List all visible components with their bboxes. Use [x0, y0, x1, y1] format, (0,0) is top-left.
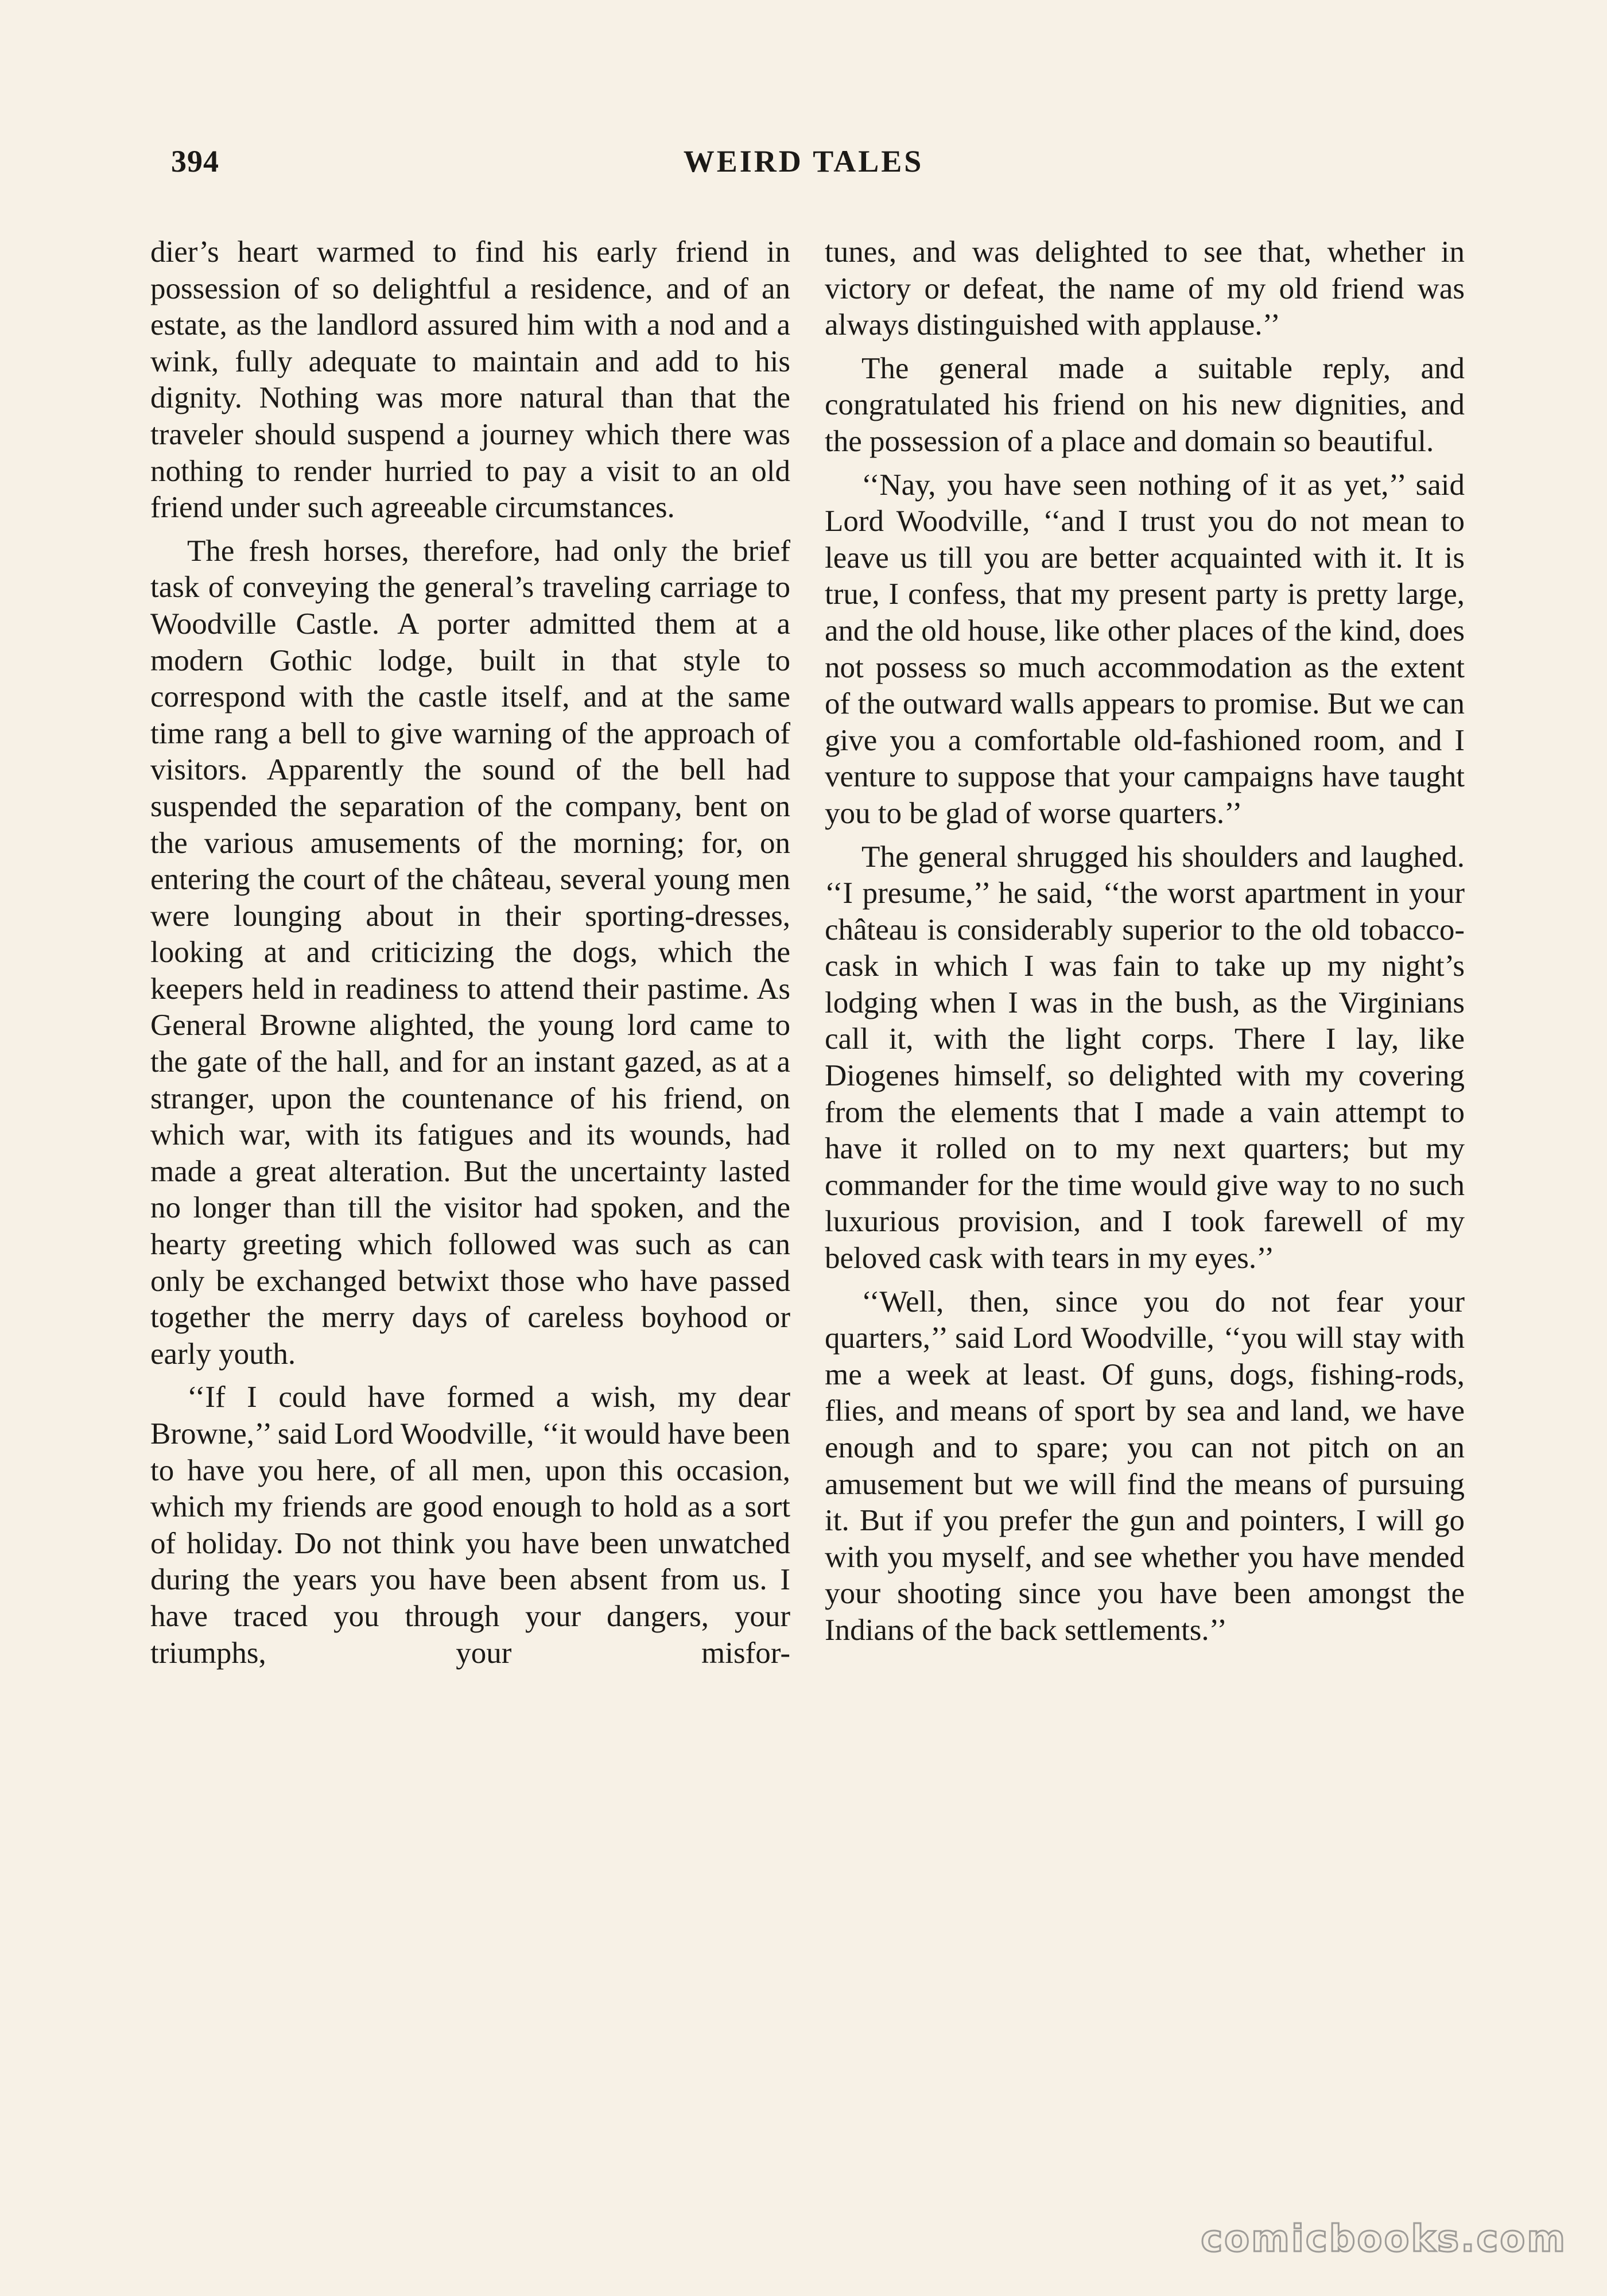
- paragraph: ‘‘Nay, you have seen nothing of it as yet,’’ said Lord Woodville, ‘‘and I trust you do not mean to leave us till you are better acquainted with it. It is true, I confess, that my present party is pretty large, and the old house, like other places of the kind, does not possess so much accommodation as the extent of the outward walls appears to promise. But we can give you a comfortable old-fashioned room, and I venture to suppose that your campaigns have taught you to be glad of worse quarters.’’: [825, 468, 1465, 830]
- paragraph: The general made a suitable reply, and congratulated his friend on his new dignities, and the possession of a place and domain so beautiful.: [825, 351, 1465, 458]
- page-number: 394: [171, 144, 219, 179]
- site-watermark: comicbooks.com: [1201, 2218, 1567, 2260]
- paragraph: ‘‘If I could have formed a wish, my dear Browne,’’ said Lord Woodville, ‘‘it would have been to have you here, of all men, upon this occasion, which my friends are good enough to hold as a sort of holiday. Do not think you have been unwatched during the years you have been absent from us. I have traced you through your dangers, your triumphs, your misfor-: [150, 1380, 790, 1670]
- paragraph: The general shrugged his shoulders and laughed. ‘‘I presume,’’ he said, ‘‘the worst apartment in your château is considerably superior to the old tobacco-cask in which I was fain to take up my night’s lodging when I was in the bush, as the Virginians call it, with the light corps. There I lay, like Diogenes himself, so delighted with my covering from the elements that I made a vain attempt to have it rolled on to my next quarters; but my commander for the time would give way to no such luxurious provision, and I took farewell of my beloved cask with tears in my eyes.’’: [825, 840, 1465, 1275]
- paragraph: dier’s heart warmed to find his early friend in possession of so delightful a residence, and of an estate, as the landlord assured him with a nod and a wink, fully adequate to maintain and add to his dignity. Nothing was more natural than that the traveler should suspend a journey which there was nothing to render hurried to pay a visit to an old friend under such agreeable circumstances.: [150, 235, 790, 525]
- paragraph: ‘‘Well, then, since you do not fear your quarters,’’ said Lord Woodville, ‘‘you will stay with me a week at least. Of guns, dogs, fishing-rods, flies, and means of sport by sea and land, we have enough and to spare; you can not pitch on an amusement but we will find the means of pursuing it. But if you prefer the gun and pointers, I will go with you myself, and see whether you have mended your shooting since you have been amongst the Indians of the back settlements.’’: [825, 1285, 1465, 1647]
- paragraph: The fresh horses, therefore, had only the brief task of conveying the general’s traveling carriage to Woodville Castle. A porter admitted them at a modern Gothic lodge, built in that style to correspond with the castle itself, and at the same time rang a bell to give warning of the approach of visitors. Apparently the sound of the bell had suspended the separation of the company, bent on the various amusements of the morning; for, on entering the court of the château, several young men were lounging about in their sporting-dresses, looking at and criticizing the dogs, which the keepers held in readiness to attend their pastime. As General Browne alighted, the young lord came to the gate of the hall, and for an instant gazed, as at a stranger, upon the countenance of his friend, on which war, with its fatigues and its wounds, had made a great alteration. But the uncertainty lasted no longer than till the visitor had spoken, and the hearty greeting which followed was such as can only be exchanged betwixt those who have passed together the merry days of careless boyhood or early youth.: [150, 534, 790, 1371]
- running-head: WEIRD TALES: [683, 144, 924, 179]
- text-column-left: [150, 234, 790, 1678]
- text-column-right: [825, 234, 1465, 1656]
- paragraph: tunes, and was delighted to see that, whether in victory or defeat, the name of my old friend was always distinguished with applause.’’: [825, 235, 1465, 342]
